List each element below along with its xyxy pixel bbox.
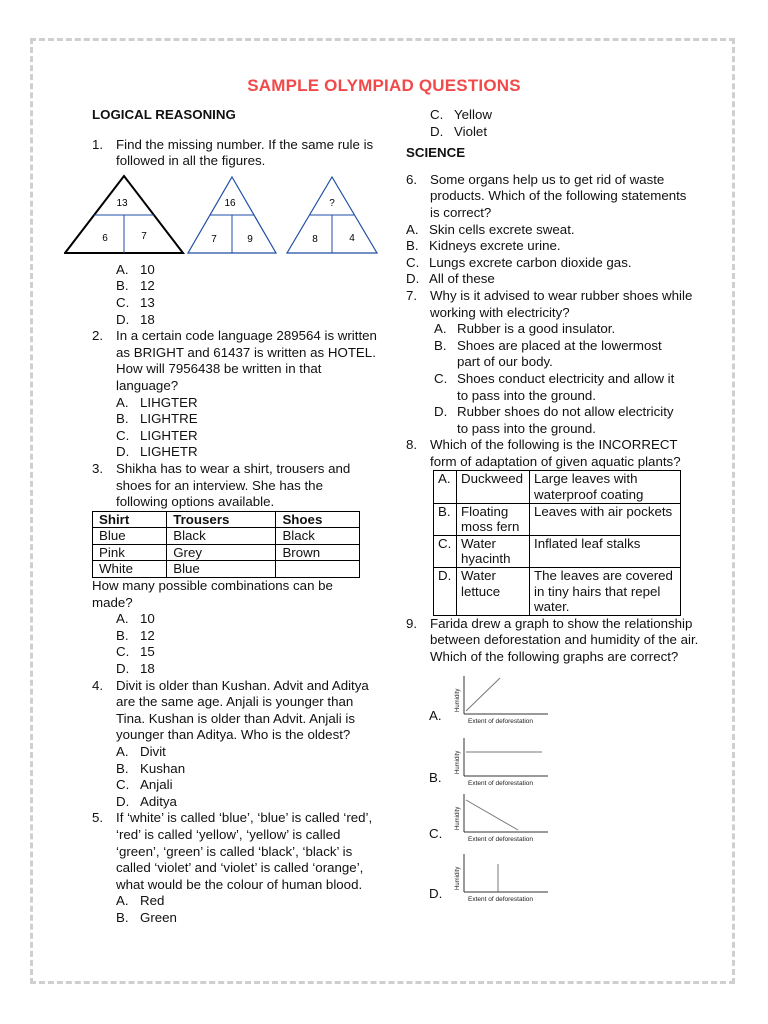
option-q4-c[interactable]: C. Anjali — [116, 777, 173, 793]
section-heading-science: SCIENCE — [406, 145, 466, 161]
graph-option-b[interactable] — [406, 734, 696, 794]
option-q2-b[interactable]: B. LIGHTRE — [116, 411, 198, 427]
question-6 — [406, 172, 696, 222]
option-q3-d[interactable]: D. 18 — [116, 661, 155, 677]
graph-option-a[interactable] — [406, 672, 696, 732]
option-q3-c[interactable]: C. 15 — [116, 644, 155, 660]
graph-option-label: B. — [429, 769, 442, 785]
adaptation-table — [433, 470, 681, 615]
option-q1-a[interactable]: A. 10 — [116, 261, 155, 277]
option-q3-a[interactable]: A. 10 — [116, 611, 155, 627]
graph-option-c[interactable] — [406, 790, 696, 850]
option-q1-b[interactable]: B. 12 — [116, 278, 155, 294]
table-header: Trousers — [167, 511, 276, 528]
table-header: Shoes — [276, 511, 360, 528]
right-column — [406, 107, 699, 912]
option-q2-a[interactable]: A. LIHGTER — [116, 394, 198, 410]
option-q5-d[interactable]: D. Violet — [430, 123, 488, 139]
tri3-right: 4 — [349, 232, 355, 244]
tri1-right: 7 — [141, 230, 147, 242]
question-9 — [406, 616, 705, 666]
table-header: Shirt — [93, 511, 167, 528]
question-8 — [406, 437, 685, 470]
question-number: 6. — [406, 171, 418, 187]
option-q7-b[interactable]: B. Shoes are placed at the lowermost part of our body. — [434, 337, 662, 370]
left-column — [92, 107, 377, 927]
tri2-right: 9 — [247, 233, 253, 245]
options-table — [92, 511, 360, 578]
option-q4-d[interactable]: D. Aditya — [116, 793, 177, 809]
y-axis-label: Humidity — [455, 806, 461, 830]
graph-options — [406, 672, 696, 912]
page-title: SAMPLE OLYMPIAD QUESTIONS — [247, 76, 521, 95]
question-text: In a certain code language 289564 is written as BRIGHT and 61437 is written as HOTEL. How will 7956438 be written in that language? — [116, 328, 377, 393]
x-axis-label: Extent of deforestation — [468, 717, 534, 725]
graph-option-label: D. — [429, 885, 443, 901]
question-text: Why is it advised to wear rubber shoes while working with electricity? — [430, 287, 693, 320]
x-axis-label: Extent of deforestation — [468, 779, 534, 787]
table-row: White Blue — [93, 561, 360, 578]
question-number: 7. — [406, 287, 418, 303]
table-row: D. Water lettuce The leaves are covered in tiny hairs that repel water. — [434, 568, 681, 616]
section-heading-logical: LOGICAL REASONING — [92, 107, 236, 122]
question-text: Some organs help us to get rid of waste products. Which of the following statements is correct? — [430, 171, 687, 220]
graph-line — [466, 800, 518, 830]
mini-graph — [452, 734, 562, 790]
option-q5-c[interactable]: C. Yellow — [430, 107, 492, 122]
question-number: 5. — [92, 810, 104, 826]
option-q4-b[interactable]: B. Kushan — [116, 760, 186, 776]
question-number: 2. — [92, 328, 104, 344]
option-q1-d[interactable]: D. 18 — [116, 311, 155, 327]
question-number: 1. — [92, 136, 104, 152]
question-text: Find the missing number. If the same rule is followed in all the figures. — [116, 136, 374, 169]
option-q3-b[interactable]: B. 12 — [116, 627, 155, 643]
option-q7-c[interactable]: C. Shoes conduct electricity and allow it to pass into the ground. — [434, 370, 675, 403]
question-1 — [92, 137, 377, 170]
question-text: Which of the following is the INCORRECT form of adaptation of given aquatic plants? — [430, 437, 681, 469]
option-q6-a[interactable]: A. Skin cells excrete sweat. — [406, 221, 575, 237]
triangle-figure-1 — [65, 176, 183, 253]
mini-graph — [452, 850, 562, 906]
tri2-left: 7 — [211, 233, 217, 245]
y-axis-label: Humidity — [455, 688, 461, 712]
y-axis-label: Humidity — [455, 866, 461, 890]
question-followup: How many possible combinations can be made? — [92, 578, 333, 610]
option-q1-c[interactable]: C. 13 — [116, 294, 155, 310]
question-5 — [92, 810, 377, 893]
option-q5-b[interactable]: B. Green — [116, 909, 177, 925]
tri3-top: ? — [329, 197, 335, 209]
question-2 — [92, 328, 377, 394]
graph-option-label: A. — [429, 707, 442, 723]
table-row: B. Floating moss fern Leaves with air pockets — [434, 503, 681, 535]
option-q7-d[interactable]: D. Rubber shoes do not allow electricity to pass into the ground. — [434, 404, 674, 436]
question-number: 3. — [92, 460, 104, 476]
option-q4-a[interactable]: A. Divit — [116, 744, 166, 759]
question-number: 4. — [92, 677, 104, 693]
triangle-figure-2 — [188, 177, 276, 253]
option-q6-d[interactable]: D. All of these — [406, 271, 495, 287]
option-q2-d[interactable]: D. LIGHETR — [116, 444, 198, 460]
x-axis-label: Extent of deforestation — [468, 895, 534, 903]
triangle-figures — [64, 172, 394, 262]
tri3-left: 8 — [312, 233, 318, 245]
table-row: C. Water hyacinth Inflated leaf stalks — [434, 535, 681, 567]
option-q7-a[interactable]: A. Rubber is a good insulator. — [434, 321, 616, 337]
question-4 — [92, 678, 377, 744]
graph-option-d[interactable] — [406, 850, 696, 910]
mini-graph — [452, 672, 562, 728]
option-q6-b[interactable]: B. Kidneys excrete urine. — [406, 238, 561, 254]
question-7 — [406, 288, 696, 321]
table-row: Blue Black Black — [93, 528, 360, 545]
option-q5-a[interactable]: A. Red — [116, 893, 165, 909]
x-axis-label: Extent of deforestation — [468, 835, 534, 843]
graph-line — [466, 678, 500, 711]
question-text: Divit is older than Kushan. Advit and Aditya are the same age. Anjali is younger than Tina. Kushan is older than Advit. Anjali is younger than Aditya. Who is the oldest? — [116, 677, 369, 743]
option-q6-c[interactable]: C. Lungs excrete carbon dioxide gas. — [406, 254, 632, 270]
tri1-top: 13 — [116, 197, 128, 209]
graph-option-label: C. — [429, 825, 443, 841]
option-q2-c[interactable]: C. LIGHTER — [116, 427, 198, 443]
table-row: A. Duckweed Large leaves with waterproof coating — [434, 471, 681, 503]
question-text: Shikha has to wear a shirt, trousers and shoes for an interview. She has the following options available. — [116, 460, 351, 510]
question-number: 8. — [406, 437, 418, 453]
tri1-left: 6 — [102, 232, 108, 244]
y-axis-label: Humidity — [455, 750, 461, 774]
mini-graph — [452, 790, 562, 846]
question-number: 9. — [406, 615, 418, 631]
question-text: If ‘white’ is called ‘blue’, ‘blue’ is called ‘red’, ‘red’ is called ‘yellow’, ‘yellow’ is called ‘green’, ‘green’ is called ‘black’, ‘black’ is called ‘violet’ and ‘violet’ is called ‘orange’, what would be the colour of human blood. — [116, 810, 373, 892]
table-row: Pink Grey Brown — [93, 544, 360, 561]
triangle-figure-3 — [287, 177, 377, 253]
question-3 — [92, 461, 377, 511]
tri2-top: 16 — [224, 197, 236, 209]
question-text: Farida drew a graph to show the relationship between deforestation and humidity of the air. Which of the following graphs are correct? — [430, 615, 699, 664]
